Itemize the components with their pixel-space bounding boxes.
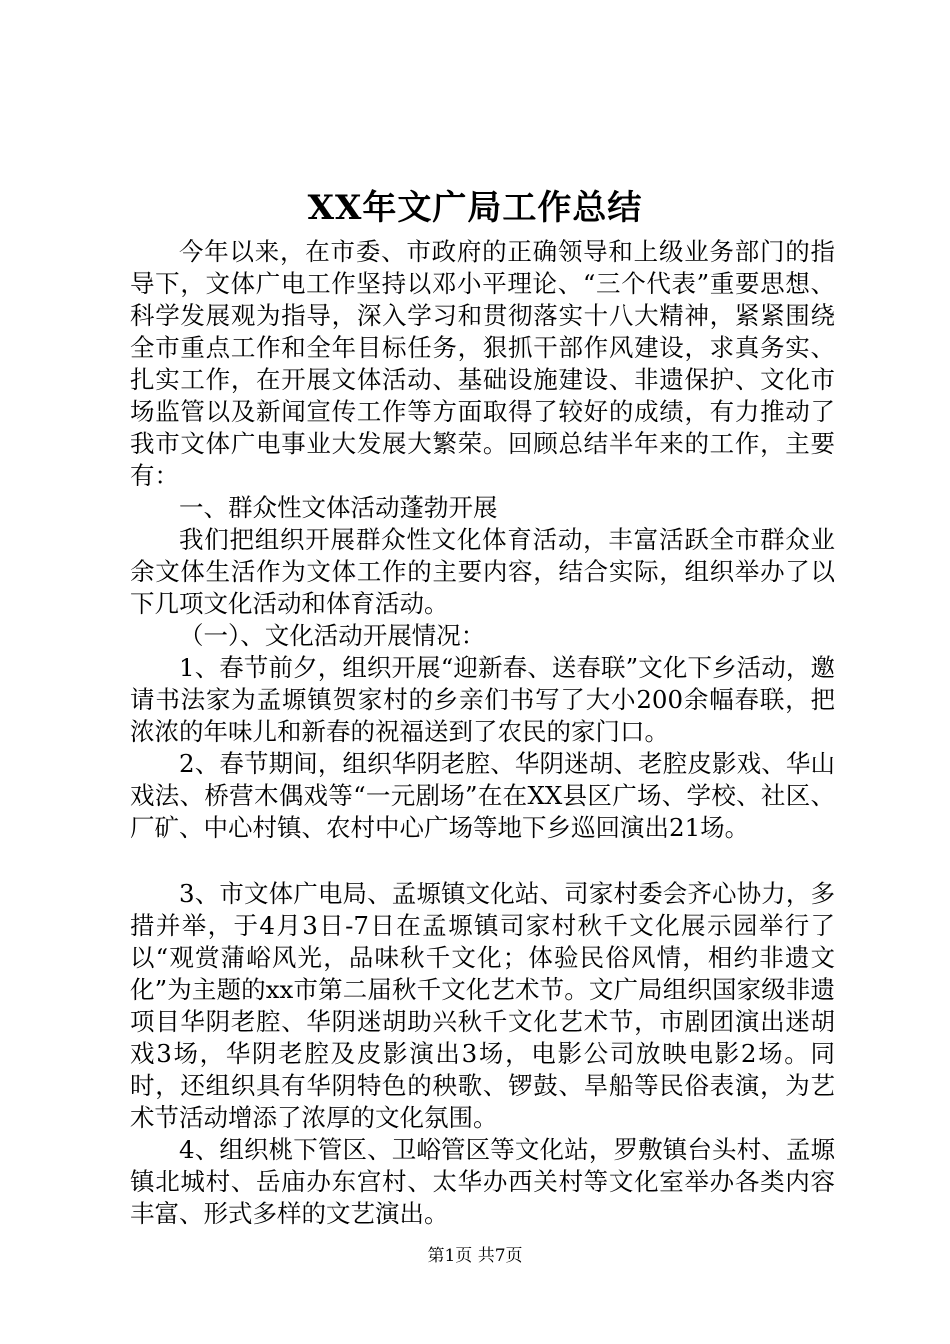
paragraph-item-2: 2、春节期间，组织华阴老腔、华阴迷胡、老腔皮影戏、华山戏法、桥营木偶戏等“一元剧场”在在XX县区广场、学校、社区、厂矿、中心村镇、农村中心广场等地下乡巡回演出21场。 [130,749,835,842]
section-heading-1: 一、群众性文体活动蓬勃开展 [179,493,498,522]
paragraph-section-1: 我们把组织开展群众性文化体育活动，丰富活跃全市群众业余文体生活作为文体工作的主要内容，结合实际，组织举办了以下几项文化活动和体育活动。 [130,525,835,618]
document-body [130,236,835,1230]
page-number-footer: 第1页 共7页 [427,1246,523,1266]
subsection-heading-1: （一）、文化活动开展情况： [179,621,486,650]
document-title: XX年文广局工作总结 [307,188,643,228]
paragraph-intro: 今年以来，在市委、市政府的正确领导和上级业务部门的指导下，文体广电工作坚持以邓小平理论、“三个代表”重要思想、科学发展观为指导，深入学习和贯彻落实十八大精神，紧紧围绕全市重点工作和全年目标任务，狠抓干部作风建设，求真务实、扎实工作，在开展文体活动、基础设施建设、非遗保护、文化市场监管以及新闻宣传工作等方面取得了较好的成绩，有力推动了我市文体广电事业大发展大繁荣。回顾总结半年来的工作，主要有： [130,237,835,490]
paragraph-item-1: 1、春节前夕，组织开展“迎新春、送春联”文化下乡活动，邀请书法家为孟塬镇贺家村的乡亲们书写了大小200余幅春联，把浓浓的年味儿和新春的祝福送到了农民的家门口。 [130,653,835,746]
paragraph-item-4: 4、组织桃下管区、卫峪管区等文化站，罗敷镇台头村、孟塬镇北城村、岳庙办东宫村、太华办西关村等文化室举办各类内容丰富、形式多样的文艺演出。 [130,1135,835,1228]
paragraph-item-3: 3、市文体广电局、孟塬镇文化站、司家村委会齐心协力，多措并举，于4月3日-7日在孟塬镇司家村秋千文化展示园举行了以“观赏蒲峪风光，品味秋千文化；体验民俗风情，相约非遗文化”为主题的xx市第二届秋千文化艺术节。文广局组织国家级非遗项目华阴老腔、华阴迷胡助兴秋千文化艺术节，市剧团演出迷胡戏3场，华阴老腔及皮影演出3场，电影公司放映电影2场。同时，还组织具有华阴特色的秧歌、锣鼓、旱船等民俗表演，为艺术节活动增添了浓厚的文化氛围。 [130,879,835,1132]
